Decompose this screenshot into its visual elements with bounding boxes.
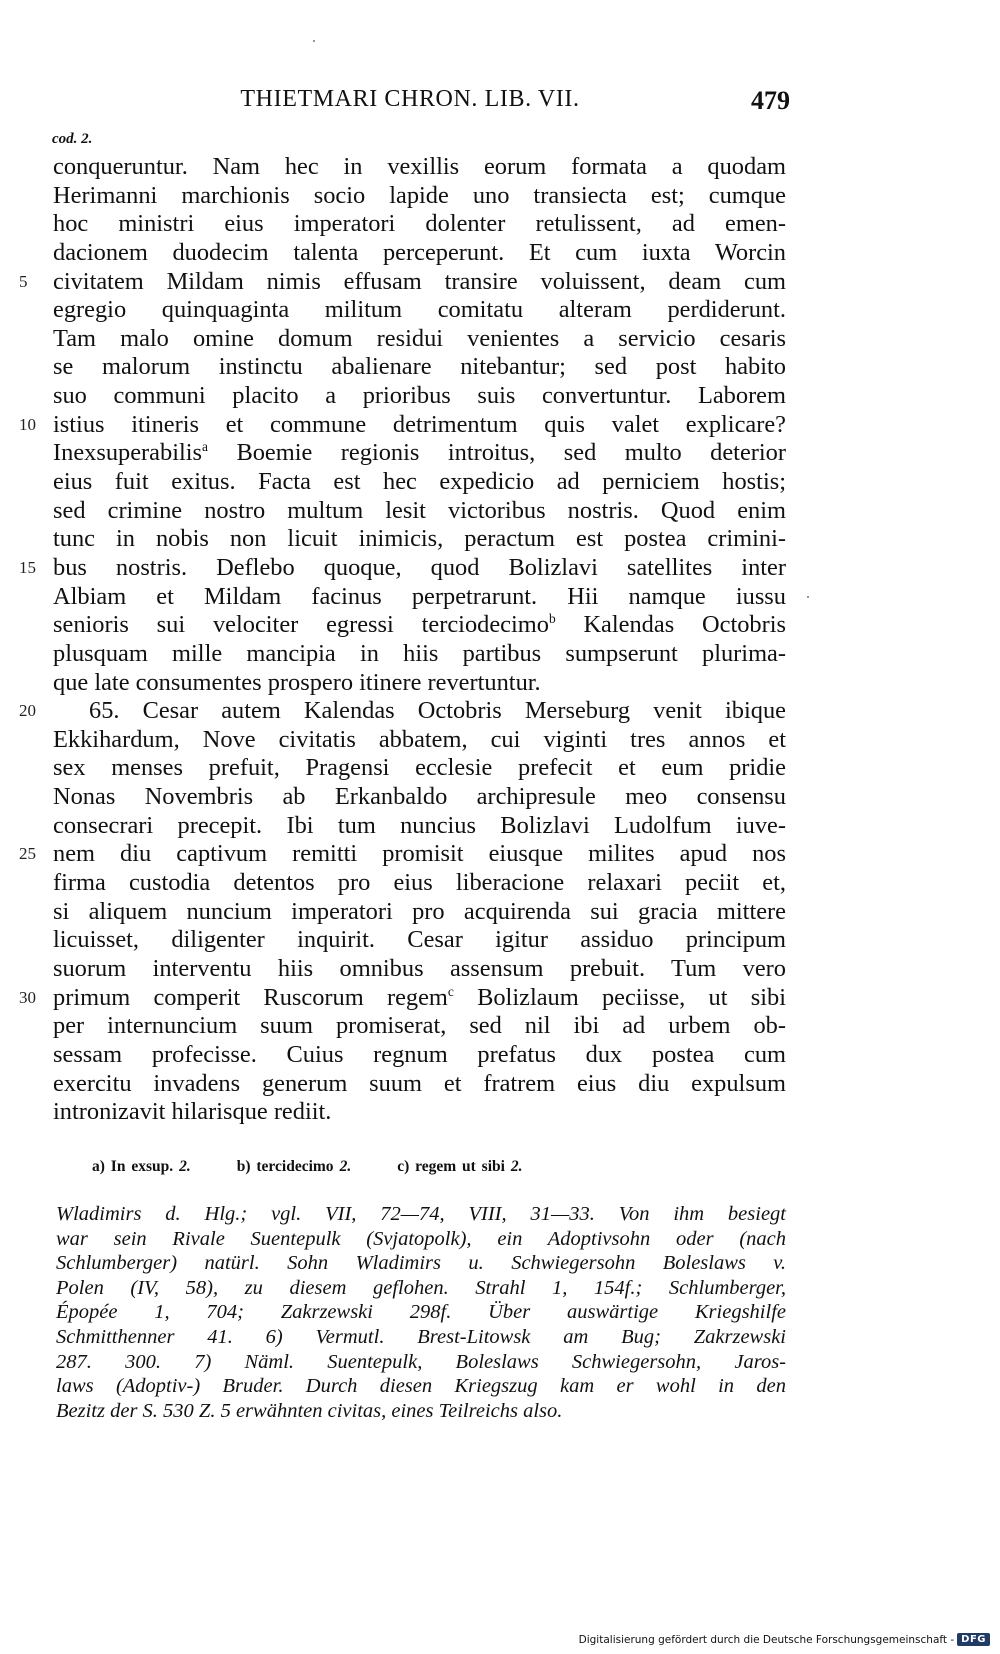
footnote-marker: c (447, 983, 454, 999)
line-text (53, 839, 786, 868)
line-text-main: senioris sui velociter egressi terciodecimo (53, 611, 549, 639)
line-text (53, 925, 786, 954)
text-line (19, 267, 786, 296)
line-text-continued: Kalendas Octobris (555, 611, 787, 639)
line-number: 25 (19, 844, 36, 864)
credit-text: Digitalisierung gefördert durch die Deutsche Forschungsgemeinschaft - (578, 1633, 955, 1646)
text-line (53, 438, 786, 467)
note-line: laws (Adoptiv-) Bruder. Durch diesen Kriegszug kam er wohl in den (56, 1375, 786, 1398)
line-text-main: bus nostris. Deflebo quoque, quod Bolizlavi satellites inter (53, 553, 786, 581)
text-line (19, 410, 786, 439)
text-line (53, 868, 786, 897)
apparatus-label: a) In exsup. (92, 1158, 174, 1175)
main-text (19, 152, 787, 1126)
line-text-main: eius fuit exitus. Facta est hec expedicio ad perniciem hostis; (53, 468, 786, 496)
critical-apparatus (92, 1158, 569, 1176)
note-line: Polen (IV, 58), zu diesem geflohen. Strahl 1, 154f.; Schlumberger, (56, 1276, 786, 1299)
note-line: Bezitz der S. 530 Z. 5 erwähnten civitas, eines Teilreichs also. (56, 1399, 563, 1422)
apparatus-label: c) regem ut sibi (397, 1158, 505, 1175)
line-text (53, 954, 786, 983)
line-text (53, 582, 786, 611)
text-line (53, 668, 786, 697)
line-text (53, 782, 786, 811)
line-text-continued: Bolizlaum peciisse, ut sibi (453, 983, 786, 1011)
line-text-main: per internuncium suum promiserat, sed nil ibi ad urbem ob- (53, 1012, 786, 1040)
line-text (53, 438, 786, 467)
line-text (53, 324, 786, 353)
line-text-main: istius itineris et commune detrimentum quis valet explicare? (53, 410, 786, 438)
line-number: 30 (19, 987, 36, 1007)
line-text (53, 1011, 786, 1040)
line-text-main: nem diu captivum remitti promisit eiusque milites apud nos (53, 840, 786, 868)
text-line (53, 324, 786, 353)
line-text-main: sed crimine nostro multum lesit victoribus nostris. Quod enim (53, 496, 786, 524)
running-title: THIETMARI CHRON. LIB. VII. (240, 86, 580, 112)
text-line (53, 582, 786, 611)
line-text-main: Albiam et Mildam facinus perpetrarunt. Hii namque iussu (53, 582, 786, 610)
line-text-main: consecrari precepit. Ibi tum nuncius Bolizlavi Ludolfum iuve- (53, 811, 786, 839)
line-text (53, 496, 786, 525)
text-line (53, 1069, 786, 1098)
text-line (53, 181, 786, 210)
text-line (53, 1011, 786, 1040)
line-text-main: se malorum instinctu abalienare nitebantur; sed post habito (53, 353, 786, 381)
line-number: 10 (19, 414, 36, 434)
line-text (53, 639, 786, 668)
apparatus-codex: 2. (339, 1158, 352, 1175)
text-line (53, 381, 786, 410)
historical-notes (56, 1202, 786, 1423)
apparatus-label: b) tercidecimo (236, 1158, 334, 1175)
line-text (53, 753, 786, 782)
digitization-credit (579, 1633, 990, 1646)
line-text-main: suo communi placito a prioribus suis convertuntur. Laborem (53, 382, 786, 410)
text-line (53, 782, 786, 811)
note-line: Wladimirs d. Hlg.; vgl. VII, 72—74, VIII, 31—33. Von ihm besiegt (56, 1203, 786, 1225)
text-line (53, 639, 786, 668)
line-text-main: egregio quinquaginta militum comitatu alteram perdiderunt. (53, 296, 786, 324)
line-text-main: Inexsuperabilis (53, 439, 203, 467)
line-text-continued: Boemie regionis introitus, sed multo deterior (207, 439, 786, 467)
codex-note: cod. 2. (52, 131, 93, 147)
note-line: war sein Rivale Suentepulk (Svjatopolk), ein Adoptivsohn oder (nach (56, 1227, 786, 1250)
apparatus-entry (397, 1158, 522, 1176)
dfg-logo: DFG (957, 1633, 990, 1646)
line-text-main: Ekkihardum, Nove civitatis abbatem, cui viginti tres annos et (53, 725, 786, 753)
line-text-main: hoc ministri eius imperatori dolenter retulissent, ad emen- (53, 210, 786, 238)
text-line (53, 209, 786, 238)
apparatus-codex: 2. (179, 1158, 191, 1175)
line-text-main: civitatem Mildam nimis effusam transire voluissent, deam cum (53, 267, 786, 295)
line-text (53, 983, 786, 1012)
line-text (53, 181, 786, 210)
line-text (53, 1040, 786, 1069)
text-line (53, 753, 786, 782)
line-text-main: suorum interventu hiis omnibus assensum prebuit. Tum vero (53, 954, 786, 982)
line-text (53, 811, 786, 840)
footnote-marker: b (548, 611, 556, 627)
text-line (53, 467, 786, 496)
text-line (53, 610, 786, 639)
line-text (53, 868, 786, 897)
line-text (53, 238, 786, 267)
line-text-main: dacionem duodecim talenta perceperunt. Et cum iuxta Worcin (53, 238, 786, 266)
line-text-main: 65. Cesar autem Kalendas Octobris Merseburg venit ibique (89, 697, 786, 725)
note-line: Schmitthenner 41. 6) Vermutl. Brest-Litowsk am Bug; Zakrzewski (56, 1325, 786, 1348)
line-text (53, 610, 786, 639)
line-text (53, 267, 786, 296)
text-line (53, 496, 786, 525)
line-text (53, 410, 786, 439)
page-number: 479 (751, 86, 790, 115)
line-text-main: intronizavit hilarisque rediit. (53, 1098, 332, 1126)
apparatus-entry (92, 1158, 191, 1176)
text-line (53, 897, 786, 926)
text-line (19, 983, 786, 1012)
text-line (19, 553, 786, 582)
line-text (53, 696, 786, 725)
line-text-main: Nonas Novembris ab Erkanbaldo archipresule meo consensu (53, 783, 786, 811)
line-number: 5 (19, 271, 28, 291)
scan-speck (807, 596, 809, 598)
line-text-main: sessam profecisse. Cuius regnum prefatus dux postea cum (53, 1040, 786, 1068)
text-line (53, 152, 786, 181)
text-line (53, 725, 786, 754)
line-text (53, 209, 786, 238)
text-line (19, 839, 786, 868)
note-line: Épopée 1, 704; Zakrzewski 298f. Über auswärtige Kriegshilfe (56, 1301, 786, 1324)
text-line (53, 811, 786, 840)
text-line (53, 295, 786, 324)
note-line: 287. 300. 7) Näml. Suentepulk, Boleslaws Schwiegersohn, Jaros- (56, 1350, 786, 1373)
line-text (53, 725, 786, 754)
line-text (53, 152, 786, 181)
line-text-main: plusquam mille mancipia in hiis partibus sumpserunt plurima- (53, 639, 786, 667)
line-text (53, 553, 786, 582)
line-text (53, 381, 786, 410)
line-text-main: conqueruntur. Nam hec in vexillis eorum formata a quodam (53, 153, 786, 180)
line-text-main: primum comperit Ruscorum regem (53, 983, 448, 1011)
line-text-main: licuisset, diligenter inquirit. Cesar igitur assiduo principum (53, 926, 786, 954)
line-text (53, 295, 786, 324)
text-line (53, 925, 786, 954)
footnote-marker: a (202, 439, 208, 455)
line-text (53, 524, 786, 553)
line-text-main: Herimanni marchionis socio lapide uno transiecta est; cumque (53, 181, 786, 209)
line-number: 20 (19, 701, 36, 721)
text-line (19, 696, 786, 725)
line-text-main: que late consumentes prospero itinere revertuntur. (53, 668, 541, 696)
text-line (53, 238, 786, 267)
line-text (53, 668, 786, 697)
line-text (53, 1097, 786, 1126)
line-text-main: firma custodia detentos pro eius liberacione relaxari peciit et, (53, 869, 786, 897)
line-text-main: Tam malo omine domum residui venientes a servicio cesaris (53, 324, 786, 352)
line-text-main: exercitu invadens generum suum et fratrem eius diu expulsum (53, 1069, 786, 1097)
line-text (53, 467, 786, 496)
line-number: 15 (19, 557, 36, 577)
apparatus-codex: 2. (510, 1158, 523, 1175)
line-text (53, 897, 786, 926)
apparatus-entry (237, 1158, 351, 1176)
line-text (53, 1069, 786, 1098)
scan-speck (313, 40, 315, 42)
text-line (53, 954, 786, 983)
note-line: Schlumberger) natürl. Sohn Wladimirs u. Schwiegersohn Boleslaws v. (56, 1252, 786, 1275)
text-line (53, 1040, 786, 1069)
line-text-main: si aliquem nuncium imperatori pro acquirenda sui gracia mittere (53, 897, 786, 925)
text-line (53, 524, 786, 553)
line-text-main: tunc in nobis non licuit inimicis, peractum est postea crimini- (53, 525, 786, 553)
text-line (53, 352, 786, 381)
text-line (53, 1097, 786, 1126)
line-text-main: sex menses prefuit, Pragensi ecclesie prefecit et eum pridie (53, 754, 786, 782)
line-text (53, 352, 786, 381)
